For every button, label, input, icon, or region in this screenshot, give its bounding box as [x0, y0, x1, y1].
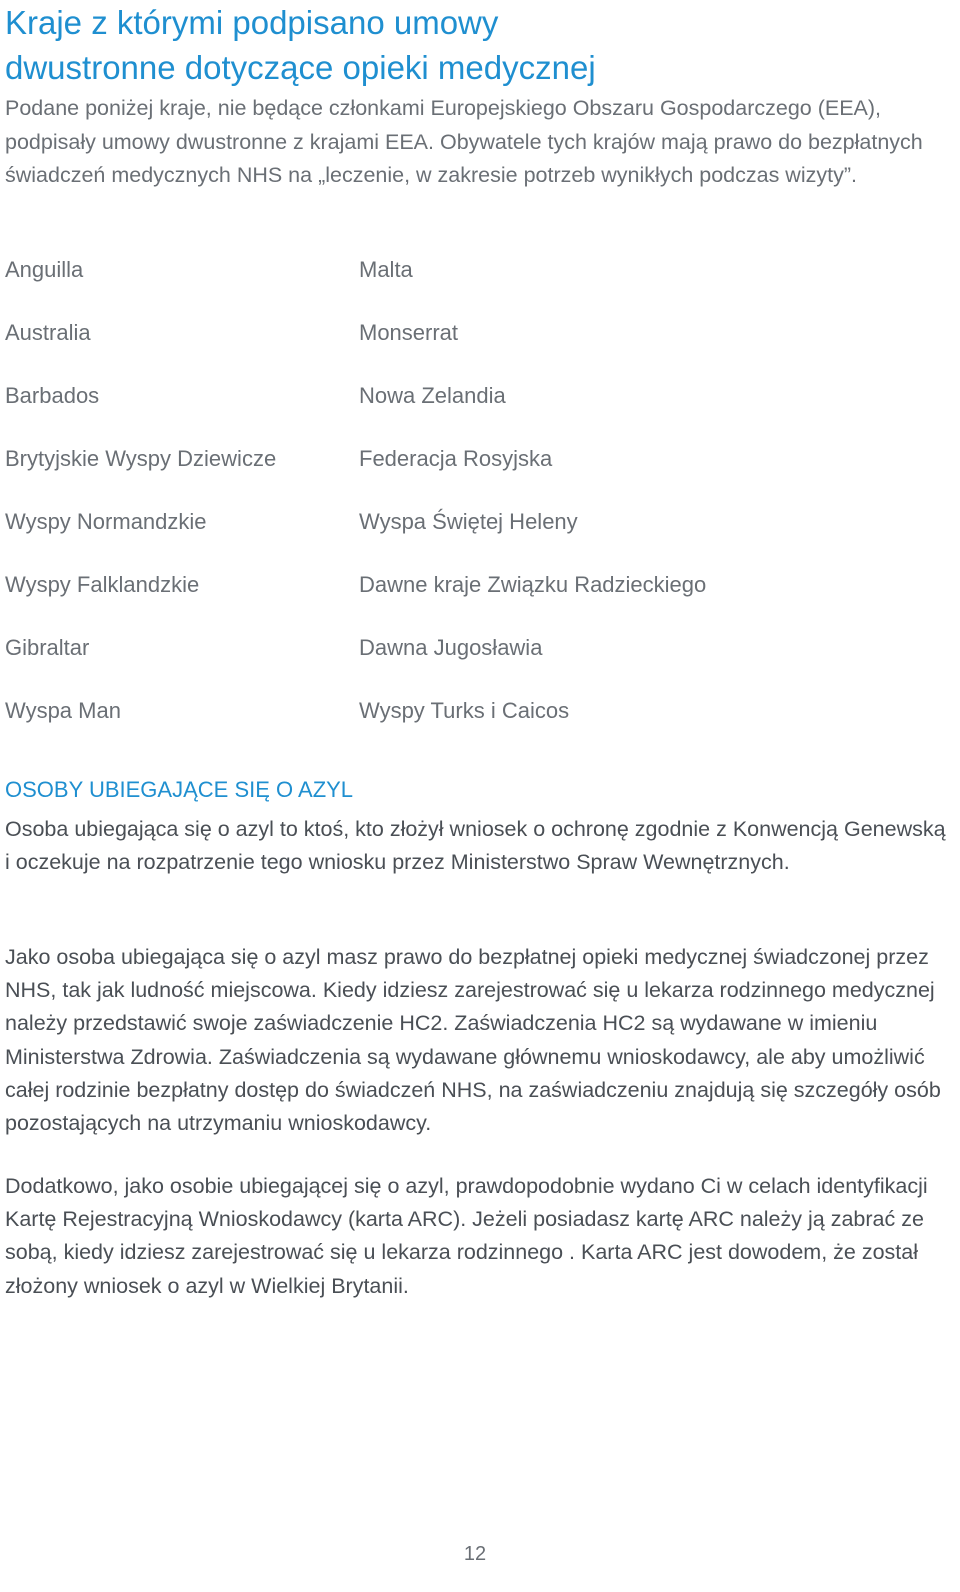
list-item: Dawne kraje Związku Radzieckiego [359, 572, 707, 597]
list-item: Malta [359, 257, 413, 282]
page-title-line-1: Kraje z którymi podpisano umowy [5, 4, 499, 41]
list-item: Monserrat [359, 320, 459, 345]
list-item: Nowa Zelandia [359, 383, 506, 408]
asylum-paragraph-definition: Osoba ubiegająca się o azyl to ktoś, kto złożył wniosek o ochronę zgodnie z Konwencją Genewską i oczekuje na rozpatrzenie tego wniosku przez Ministerstwo Spraw Wewnętrznych. [5, 817, 946, 875]
list-item: Wyspy Normandzkie [5, 509, 207, 534]
intro-paragraph: Podane poniżej kraje, nie będące członkami Europejskiego Obszaru Gospodarczego (EEA), podpisały umowy dwustronne z krajami EEA. Obywatele tych krajów mają prawo do bezpłatnych świadczeń medycznych NHS na „leczenie, w zakresie potrzeb wynikłych podczas wizyty”. [5, 96, 923, 187]
country-list-left [5, 252, 345, 756]
list-item: Federacja Rosyjska [359, 446, 553, 471]
list-item: Wyspy Falklandzkie [5, 572, 200, 597]
asylum-paragraph-rights: Jako osoba ubiegająca się o azyl masz prawo do bezpłatnej opieki medycznej świadczonej przez NHS, tak jak ludność miejscowa. Kiedy idziesz zarejestrować się u lekarza rodzinnego medycznej należy przedstawić swoje zaświadczenie HC2. Zaświadczenia HC2 są wydawane w imieniu Ministerstwa Zdrowia. Zaświadczenia są wydawane głównemu wnioskodawcy, ale aby umożliwić całej rodzinie bezpłatny dostęp do świadczeń NHS, na zaświadczeniu znajdują się szczegóły osób pozostających na utrzymaniu wnioskodawcy. [5, 945, 941, 1136]
list-item: Wyspa Man [5, 698, 121, 723]
asylum-section-heading: OSOBY UBIEGAJĄCE SIĘ O AZYL [5, 777, 354, 802]
page-title-line-2: dwustronne dotyczące opieki medycznej [5, 49, 596, 86]
list-item: Dawna Jugosławia [359, 635, 543, 660]
list-item: Anguilla [5, 257, 84, 282]
page-number: 12 [463, 1543, 487, 1565]
list-item: Gibraltar [5, 635, 90, 660]
list-item: Wyspa Świętej Heleny [359, 509, 578, 534]
list-item: Australia [5, 320, 91, 345]
list-item: Wyspy Turks i Caicos [359, 698, 570, 723]
asylum-paragraph-arc-card: Dodatkowo, jako osobie ubiegającej się o azyl, prawdopodobnie wydano Ci w celach identyfikacji Kartę Rejestracyjną Wnioskodawcy (karta ARC). Jeżeli posiadasz kartę ARC należy ją zabrać ze sobą, kiedy idziesz zarejestrować się u lekarza rodzinnego . Karta ARC jest dowodem, że został złożony wniosek o azyl w Wielkiej Brytanii. [5, 1174, 928, 1298]
list-item: Barbados [5, 383, 100, 408]
list-item: Brytyjskie Wyspy Dziewicze [5, 446, 277, 471]
page-title [5, 0, 905, 90]
country-list-right [359, 252, 919, 756]
